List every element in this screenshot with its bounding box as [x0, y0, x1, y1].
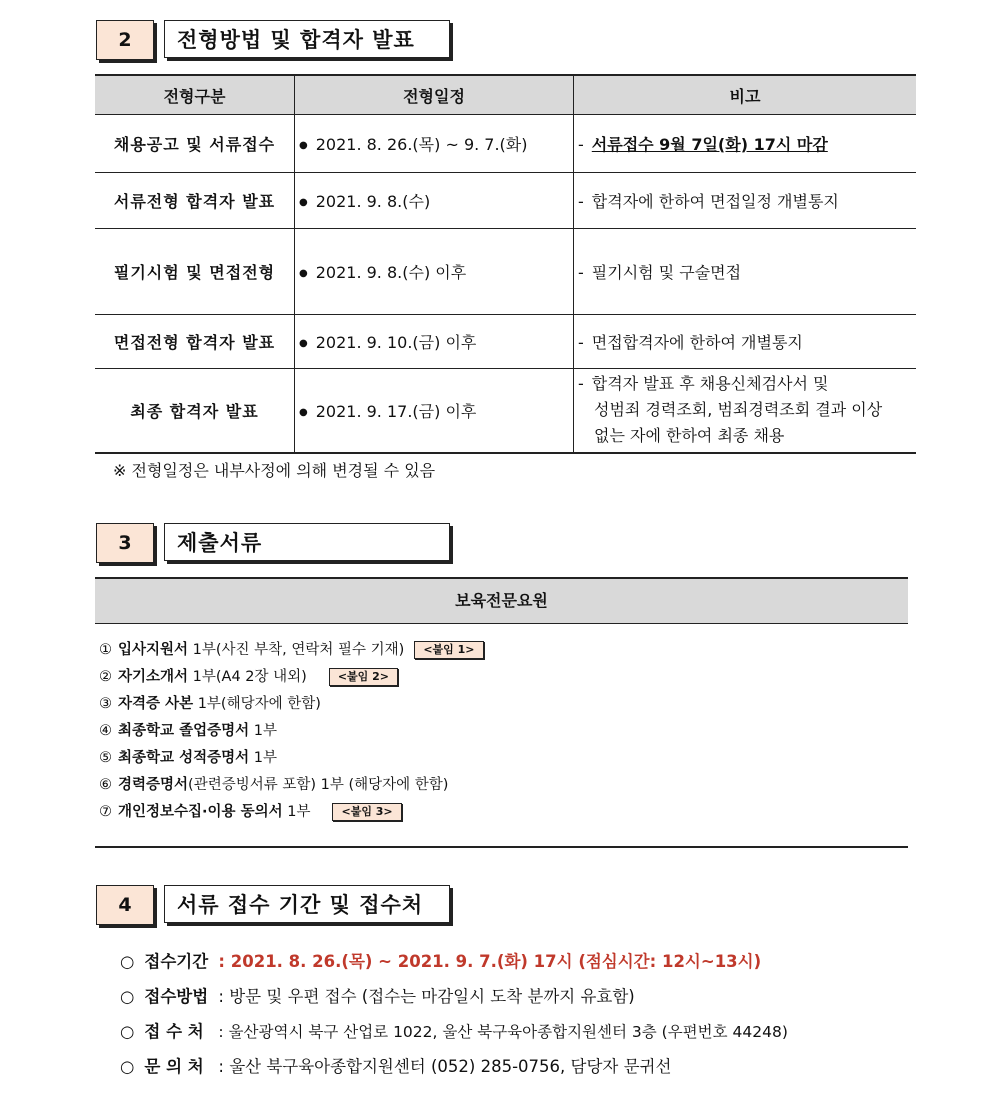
list-item [120, 944, 788, 979]
item-name: 입사지원서 [118, 642, 189, 658]
section-title: 서류 접수 기간 및 접수처 [164, 885, 450, 923]
note-cell: - 합격자 발표 후 채용신체검사서 및 성범죄 경력조회, 범죄경력조회 결과 이상 없는 자에 한하여 최종 채용 [574, 369, 917, 453]
list-item [99, 772, 484, 799]
note-cell: - 서류접수 9월 7일(화) 17시 마감 [574, 115, 917, 173]
item-label: 문 의 처 [144, 1057, 204, 1076]
bullet-icon: ● [299, 406, 308, 418]
item-name: 개인정보수집·이용 동의서 [118, 804, 283, 820]
section-number: 2 [96, 20, 154, 60]
section-number: 4 [96, 885, 154, 925]
list-item [120, 1014, 788, 1049]
item-number: ⑥ [99, 777, 112, 793]
table-row [95, 315, 916, 369]
list-item [99, 664, 484, 691]
item-name: 자기소개서 [118, 669, 189, 685]
circle-bullet-icon: ○ [120, 1022, 135, 1041]
attachment-badge: <붙임 3> [332, 803, 401, 821]
item-detail: 1부(A4 2장 내외) [192, 669, 307, 685]
table-row [95, 115, 916, 173]
note-cell: - 필기시험 및 구술면접 [574, 229, 917, 315]
stage-cell: 채용공고 및 서류접수 [95, 115, 295, 173]
item-value: : 울산광역시 북구 산업로 1022, 울산 북구육아종합지원센터 3층 (우편번호 44248) [218, 1023, 788, 1041]
item-label: 접수방법 [144, 987, 209, 1006]
date-cell [295, 369, 574, 453]
circle-bullet-icon: ○ [120, 952, 135, 971]
list-item [99, 799, 484, 826]
stage-cell: 면접전형 합격자 발표 [95, 315, 295, 369]
section-title: 제출서류 [164, 523, 450, 561]
date-cell [295, 229, 574, 315]
schedule-footnote: ※ 전형일정은 내부사정에 의해 변경될 수 있음 [113, 461, 436, 480]
table-header-row [95, 75, 916, 115]
note-text: 필기시험 및 구술면접 [591, 263, 742, 282]
item-name: 최종학교 졸업증명서 [118, 723, 250, 739]
item-label: 접 수 처 [144, 1022, 204, 1041]
item-name: 자격증 사본 [118, 696, 194, 712]
date-text: 2021. 9. 8.(수) [315, 192, 431, 211]
bullet-icon: ● [299, 140, 308, 151]
selection-schedule-table [95, 74, 916, 454]
section-title: 전형방법 및 합격자 발표 [164, 20, 450, 58]
item-value: : 2021. 8. 26.(목) ~ 2021. 9. 7.(화) 17시 (점심시간: 12시~13시) [218, 952, 762, 971]
item-detail: (관련증빙서류 포함) 1부 (해당자에 한함) [188, 777, 449, 793]
submission-info-list [120, 944, 788, 1084]
item-number: ② [99, 669, 112, 685]
documents-list [99, 637, 484, 826]
note-cell: - 합격자에 한하여 면접일정 개별통지 [574, 173, 917, 229]
list-item [99, 718, 484, 745]
date-text: 2021. 8. 26.(목) ~ 9. 7.(화) [315, 135, 528, 154]
attachment-badge: <붙임 2> [329, 668, 398, 686]
column-header: 전형구분 [95, 75, 295, 115]
note-text: 합격자 발표 후 채용신체검사서 및 [591, 374, 829, 394]
table-row [95, 173, 916, 229]
note-text: 합격자에 한하여 면접일정 개별통지 [591, 192, 839, 211]
item-name: 경력증명서 [118, 777, 189, 793]
bullet-icon: ● [299, 197, 308, 208]
section-number: 3 [96, 523, 154, 563]
item-detail: 1부(사진 부착, 연락처 필수 기재) [192, 642, 405, 658]
circle-bullet-icon: ○ [120, 1057, 135, 1076]
note-text: 성범죄 경력조회, 범죄경력조회 결과 이상 [594, 400, 883, 420]
item-label: 접수기간 [144, 952, 209, 971]
note-cell: - 면접합격자에 한하여 개별통지 [574, 315, 917, 369]
item-number: ⑤ [99, 750, 112, 766]
item-detail: 1부 [287, 804, 311, 820]
date-cell [295, 115, 574, 173]
column-header: 전형일정 [295, 75, 574, 115]
item-detail: 1부(해당자에 한함) [197, 696, 321, 712]
date-text: 2021. 9. 8.(수) 이후 [315, 263, 467, 282]
table-row [95, 229, 916, 315]
list-item [120, 979, 788, 1014]
item-number: ③ [99, 696, 112, 712]
bullet-icon: ● [299, 338, 308, 349]
list-item [120, 1049, 788, 1084]
date-cell [295, 173, 574, 229]
item-number: ① [99, 642, 112, 658]
item-name: 최종학교 성적증명서 [118, 750, 250, 766]
column-header: 비고 [574, 75, 917, 115]
date-cell [295, 315, 574, 369]
circle-bullet-icon: ○ [120, 987, 135, 1006]
stage-cell: 최종 합격자 발표 [95, 369, 295, 453]
table-row [95, 369, 916, 453]
list-item [99, 691, 484, 718]
item-value: : 울산 북구육아종합지원센터 (052) 285-0756, 담당자 문귀선 [218, 1057, 672, 1076]
list-item [99, 637, 484, 664]
required-documents-box [95, 577, 908, 848]
note-text: 서류접수 9월 7일(화) 17시 마감 [591, 135, 828, 154]
date-text: 2021. 9. 17.(금) 이후 [315, 401, 477, 421]
item-detail: 1부 [253, 750, 277, 766]
attachment-badge: <붙임 1> [414, 641, 483, 659]
date-text: 2021. 9. 10.(금) 이후 [315, 333, 477, 352]
item-detail: 1부 [253, 723, 277, 739]
item-number: ⑦ [99, 804, 112, 820]
stage-cell: 필기시험 및 면접전형 [95, 229, 295, 315]
item-number: ④ [99, 723, 112, 739]
note-text: 없는 자에 한하여 최종 채용 [594, 426, 785, 446]
list-item [99, 745, 484, 772]
item-value: : 방문 및 우편 접수 (접수는 마감일시 도착 분까지 유효함) [218, 987, 635, 1006]
bullet-icon: ● [299, 268, 308, 279]
note-text: 면접합격자에 한하여 개별통지 [591, 333, 803, 352]
stage-cell: 서류전형 합격자 발표 [95, 173, 295, 229]
documents-header: 보육전문요원 [95, 579, 908, 624]
